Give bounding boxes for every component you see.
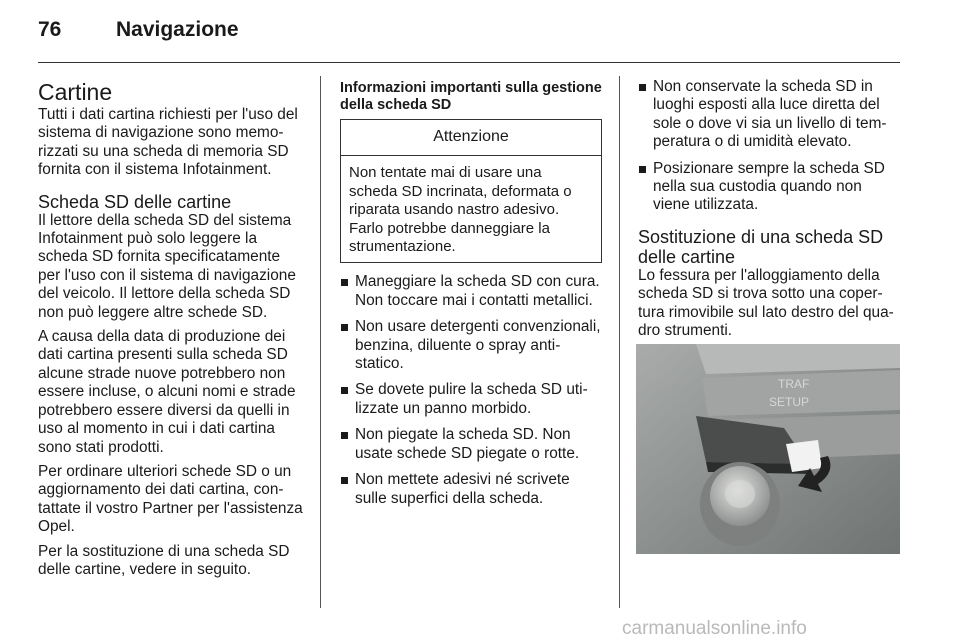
bullet-icon (341, 432, 348, 439)
column-divider-left (320, 76, 321, 608)
list-item-text: Non usare detergenti convenzionali, benzina, diluente o spray antistatico. (355, 318, 601, 373)
subsection-heading: Scheda SD delle cartine (38, 191, 232, 212)
list-item-text: Non conservate la scheda SD in luoghi esposti alla luce diretta del sole o dove vi sia un livello di temperatura o di umidità elevato. (653, 78, 887, 151)
storage-list (638, 78, 900, 215)
list-item (638, 160, 900, 215)
replacement-heading: Sostituzione di una scheda SD delle cartine (638, 226, 884, 267)
bullet-icon (639, 166, 646, 173)
list-item (340, 426, 602, 463)
warning-box (340, 119, 602, 263)
list-item-text: Non piegate la scheda SD. Non usate schede SD piegate o rotte. (355, 426, 580, 462)
watermark: carmanualsonline.info (622, 618, 807, 639)
handling-heading: Informazioni importanti sulla gestione della scheda SD (340, 80, 602, 113)
paragraph: A causa della data di produzione dei dati cartina presenti sulla scheda SD alcune strade nuove potrebbero non essere incluse, o alcuni nomi e strade potrebbero essere diversi da quelli in uso al momento in cui i dati cartina sono stati prodotti. (38, 328, 296, 456)
page-number: 76 (38, 18, 62, 41)
bullet-icon (639, 84, 646, 91)
list-item (340, 273, 602, 310)
intro-paragraph: Tutti i dati cartina richiesti per l'uso del sistema di navigazione sono memorizzati su una scheda di memoria SD fornita con il sistema Infotainment. (38, 106, 298, 179)
sd-slot-photo (636, 344, 900, 554)
list-item (340, 471, 602, 508)
sd-card-icon (786, 440, 822, 472)
running-title: Navigazione (116, 18, 239, 41)
paragraph: Per la sostituzione di una scheda SD delle cartine, vedere in seguito. (38, 542, 290, 578)
traf-button-label: TRAF (778, 377, 810, 391)
list-item (340, 381, 602, 418)
paragraph: Per ordinare ulteriori schede SD o un aggiornamento dei dati cartina, contattate il vostro Partner per l'assistenza Opel. (38, 462, 303, 536)
bullet-icon (341, 387, 348, 394)
bullet-icon (341, 477, 348, 484)
column-divider-right (619, 76, 620, 608)
bullet-icon (341, 279, 348, 286)
replacement-paragraph: Lo fessura per l'alloggiamento della scheda SD si trova sotto una copertura rimovibile sul lato destro del quadro strumenti. (638, 266, 894, 340)
warning-title: Attenzione (341, 120, 601, 156)
column-3 (638, 78, 900, 346)
column-2 (340, 80, 602, 516)
list-item (638, 78, 900, 152)
bullet-icon (341, 324, 348, 331)
list-item (340, 318, 602, 373)
list-item-text: Non mettete adesivi né scrivete sulle superfici della scheda. (355, 471, 570, 507)
column-1 (38, 78, 306, 585)
section-heading: Cartine (38, 79, 113, 105)
list-item-text: Se dovete pulire la scheda SD utilizzate un panno morbido. (355, 381, 588, 417)
paragraph: Il lettore della scheda SD del sistema Infotainment può solo leggere la scheda SD fornita specificatamente per l'uso con il sistema di navigazione del veicolo. Il lettore della scheda SD non può leggere altre schede SD. (38, 211, 296, 321)
list-item-text: Posizionare sempre la scheda SD nella sua custodia quando non viene utilizzata. (653, 159, 885, 214)
warning-text: Non tentate mai di usare una scheda SD incrinata, deformata o riparata usando nastro adesivo. Farlo potrebbe danneggiare la strumentazione. (349, 164, 572, 256)
header-rule (38, 62, 900, 63)
sd-slot-illustration (636, 344, 900, 554)
list-item-text: Maneggiare la scheda SD con cura. Non toccare mai i contatti metallici. (355, 273, 600, 309)
setup-button-label: SETUP (769, 395, 810, 409)
handling-list (340, 273, 602, 507)
